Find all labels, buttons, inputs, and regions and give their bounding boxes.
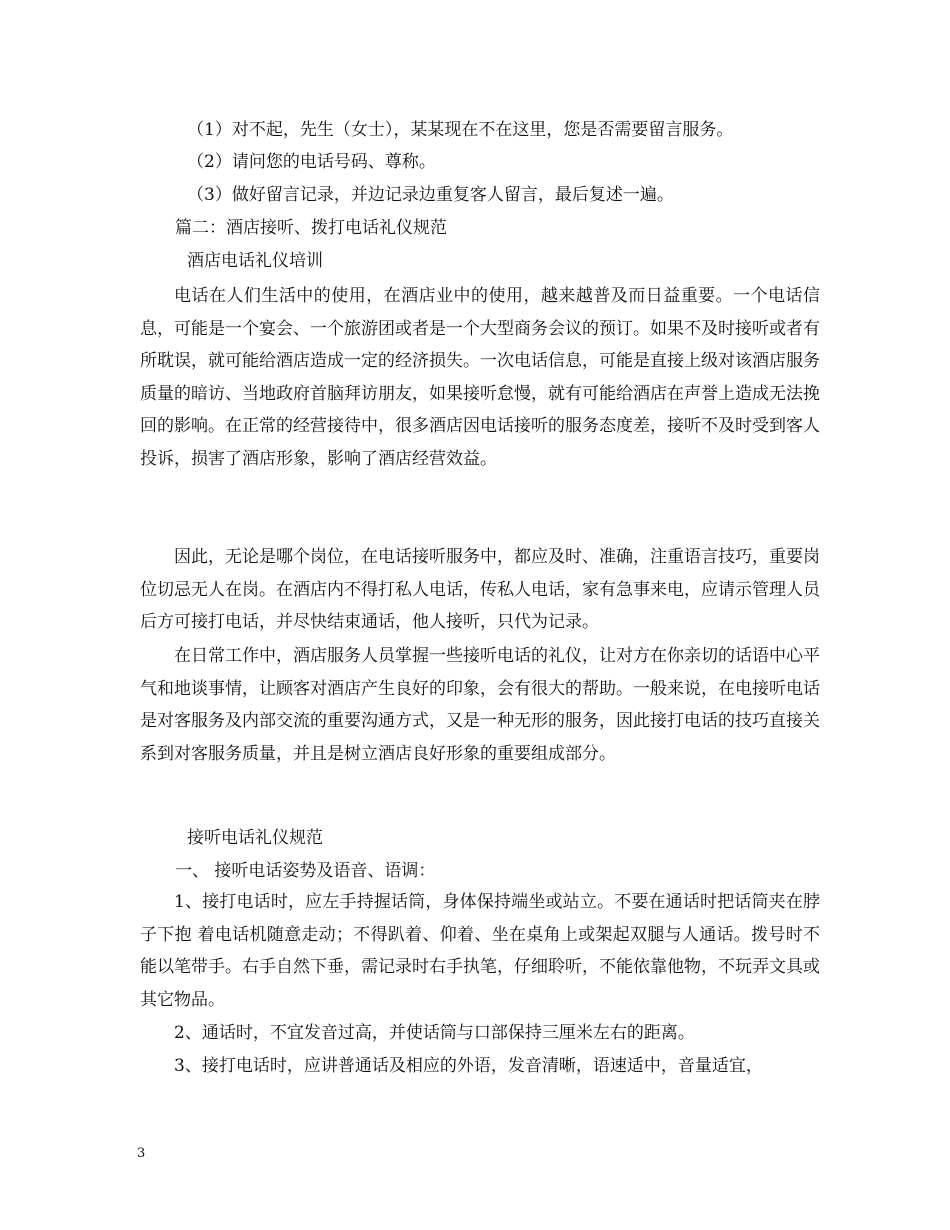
paragraph-intro: 电话在人们生活中的使用，在酒店业中的使用，越来越普及而日益重要。一个电话信息，可能是一个宴会、一个旅游团或者是一个大型商务会议的预订。如果不及时接听或者有所耽误，就可能给酒店造成一定的经济损失。一次电话信息，可能是直接上级对该酒店服务质量的暗访、当地政府首脑拜访朋友，如果接听怠慢，就有可能给酒店在声誉上造成无法挽回的影响。在正常的经营接待中，很多酒店因电话接听的服务态度差，接听不及时受到客人投诉，损害了酒店形象，影响了酒店经营效益。	[140, 286, 820, 469]
heading-spec: 接听电话礼仪规范	[187, 828, 323, 848]
list-item-1: （1）对不起，先生（女士），某某现在不在这里，您是否需要留言服务。	[187, 120, 734, 140]
paragraph-therefore: 因此，无论是哪个岗位，在电话接听服务中，都应及时、准确，注重语言技巧，重要岗位切忌无人在岗。在酒店内不得打私人电话，传私人电话，家有急事来电，应请示管理人员后方可接打电话，并尽快结束通话，他人接听，只代为记录。	[140, 547, 820, 632]
paragraph-rule-3: 3、接打电话时，应讲普通话及相应的外语，发音清晰，语速适中，音量适宜，	[174, 1056, 763, 1076]
list-item-2: （2）请问您的电话号码、尊称。	[187, 152, 436, 172]
paragraph-rule-2: 2、通话时，不宜发音过高，并使话筒与口部保持三厘米左右的距离。	[174, 1023, 695, 1043]
heading-posture: 一、 接听电话姿势及语音、语调：	[175, 861, 436, 881]
paragraph-rule-1: 1、接打电话时，应左手持握话筒，身体保持端坐或站立。不要在通话时把话筒夹在脖子下抱 着电话机随意走动；不得趴着、仰着、坐在桌角上或架起双腿与人通话。拨号时不能以笔带手。右手自然下垂，需记录时右手执笔，仔细聆听，不能依靠他物，不玩弄文具或其它物品。	[140, 892, 820, 1010]
paragraph-daily-work: 在日常工作中，酒店服务人员掌握一些接听电话的礼仪，让对方在你亲切的话语中心平气和地谈事情，让顾客对酒店产生良好的印象，会有很大的帮助。一般来说，在电接听电话是对客服务及内部交流的重要沟通方式，又是一种无形的服务，因此接打电话的技巧直接关系到对客服务质量，并且是树立酒店良好形象的重要组成部分。	[140, 646, 820, 764]
page-number: 3	[137, 1146, 146, 1161]
list-item-3: （3）做好留言记录，并边记录边重复客人留言，最后复述一遍。	[187, 185, 674, 205]
section-title: 篇二：酒店接听、拨打电话礼仪规范	[175, 218, 447, 238]
sub-title: 酒店电话礼仪培训	[187, 251, 323, 271]
